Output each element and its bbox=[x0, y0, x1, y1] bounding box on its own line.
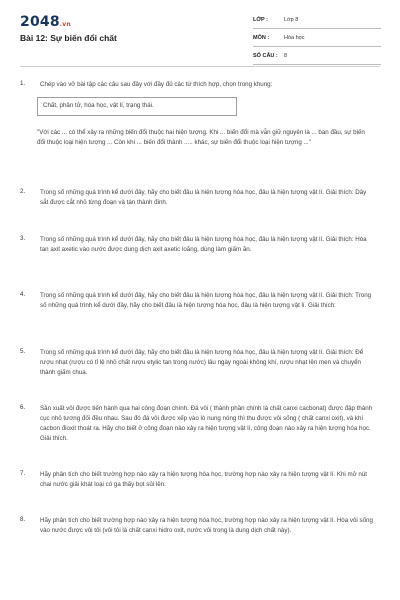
question-number: 3. bbox=[20, 235, 26, 242]
meta-row-question-count bbox=[253, 50, 381, 65]
word-choice-box bbox=[37, 97, 237, 116]
meta-label: MÔN : bbox=[253, 35, 270, 41]
logo-suffix: .vn bbox=[59, 21, 71, 28]
site-logo[interactable] bbox=[20, 14, 71, 30]
question-text: Hãy phân tích cho biết trường hợp nào xảy ra hiện tượng hóa học, trường hợp nào xảy ra hiện tượng vật lí. Khi mở nút chai nước giải khát loại có ga thấy bọt sủi lên. bbox=[40, 471, 368, 488]
question-text: Trong số những quá trình kể dưới đây, hãy cho biết đâu là hiện tượng hóa học, đâu là hiện tượng vật lí. Giải thích: Dây sắt được cắt nhỏ từng đoạn và tán thành đinh. bbox=[40, 189, 367, 206]
question-number: 8. bbox=[20, 516, 26, 523]
question-text: Trong số những quá trình kể dưới đây, hãy cho biết đâu là hiện tượng hóa học, đâu là hiện tượng vật lí. Giải thích: Để rượu nhạt (rượu có tỉ lệ nhỏ chất rượu etylic tan trong nước) lâu ngày ngoài không khí, rượu nhạt lên men và chuyển thành giấm chua. bbox=[40, 349, 364, 376]
question-number: 5. bbox=[20, 348, 26, 355]
meta-label: LỚP : bbox=[253, 17, 268, 23]
question-number: 6. bbox=[20, 404, 26, 411]
question-number: 7. bbox=[20, 470, 26, 477]
header-divider bbox=[20, 66, 380, 67]
logo-main: 2048 bbox=[20, 14, 60, 30]
question-text: Chép vào vở bài tập các câu sau đây với đầy đủ các từ thích hợp, chọn trong khung: bbox=[40, 81, 273, 88]
meta-value: Hóa học bbox=[284, 35, 305, 41]
question-text: Sản xuất vôi được tiến hành qua hai công đoạn chính. Đá vôi ( thành phần chính là chất canxi cacbonat) được đập thành cục nhỏ tương đối đều nhau. Sau đó đá vôi được xếp vào lò nung nóng thì thu được vôi sống ( chất canxi oxit), và khí cacbon đioxit thoát ra. Hãy cho biết ở công đoạn nào xảy ra hiện tượng vật lí, công đoạn nào xảy ra hiện tượng hóa học. Giải thích. bbox=[40, 405, 373, 442]
meta-value: Lớp 8 bbox=[284, 17, 299, 23]
question-text: Hãy phân tích cho biết trường hợp nào xảy ra hiện tượng hóa học, trường hợp nào xảy ra hiện tượng vật lí. Hòa vôi sống vào nước được vôi tôi (vôi tôi là chất canxi hidro oxit, nước vôi trong là dung dịch chất này). bbox=[40, 517, 373, 534]
lesson-title: Bài 12: Sự biến đổi chất bbox=[20, 33, 117, 43]
fill-in-passage: "Với các ... có thể xảy ra những biến đổi thuộc hai hiện tượng. Khi ... biến đổi mà vẫn giữ nguyên là ... ban đầu, sự biến đổi thuộc loại hiện tượng ... Còn khi ... biến đổi thành ..... khác, sự biến đổi thuộc loại hiện tượng ..." bbox=[37, 129, 365, 146]
question-number: 2. bbox=[20, 188, 26, 195]
question-text: Trong số những quá trình kể dưới đây, hãy cho biết đâu là hiện tượng hóa học, đâu là hiện tượng vật lí. Giải thích: Hòa tan axit axetic vào nước được dung dịch axit axetic loãng, dùng làm giấm ăn. bbox=[40, 236, 367, 253]
meta-value: 8 bbox=[284, 53, 288, 59]
worksheet-meta bbox=[253, 14, 381, 68]
question-number: 1. bbox=[20, 80, 26, 87]
meta-row-subject bbox=[253, 32, 381, 47]
page-header bbox=[0, 0, 400, 68]
question-text: Trong số những quá trình kể dưới đây, hãy cho biết đâu là hiện tượng hóa học, đâu là hiện tượng vật lí. Giải thích: Trong số những quá trình kể dưới đây, hãy cho biết đâu là hiện tượng hóa học, đâu là hiện tượng vật lí. Giải thích: bbox=[40, 292, 372, 309]
meta-row-grade bbox=[253, 14, 381, 29]
meta-label: SỐ CÂU : bbox=[253, 53, 278, 59]
question-number: 4. bbox=[20, 291, 26, 298]
word-choice-text: Chất, phân tử, hóa học, vật lí, trạng thái. bbox=[43, 102, 154, 109]
